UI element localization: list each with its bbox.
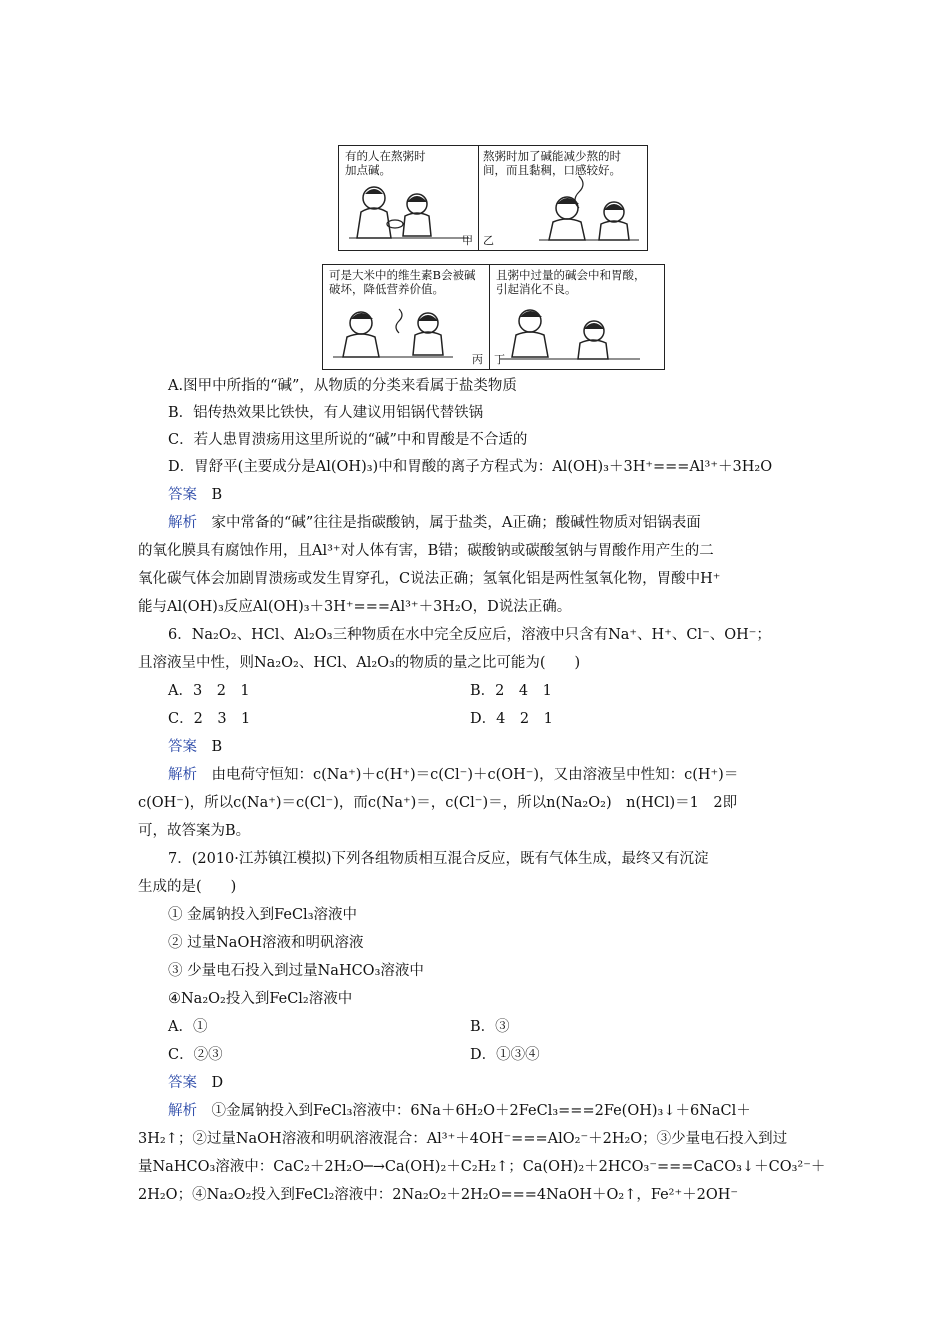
q7-item: ④Na₂O₂投入到FeCl₂溶液中 <box>168 991 353 1007</box>
answer-label: 答案 <box>168 487 197 503</box>
panel-label: 丙 <box>472 353 483 366</box>
q6-option-b: B．2 4 1 <box>470 683 552 699</box>
q6-stem: 且溶液呈中性，则Na₂O₂、HCl、Al₂O₃的物质的量之比可能为( ) <box>138 655 581 671</box>
q6-options-row <box>168 681 846 701</box>
panel-label: 乙 <box>483 234 494 247</box>
answer-label: 答案 <box>168 1075 197 1091</box>
q7-option-c: C．②③ <box>168 1047 223 1063</box>
q7-option-b: B．③ <box>470 1019 510 1035</box>
answer-label: 答案 <box>168 739 197 755</box>
comic-panel-jia <box>338 145 480 251</box>
comic-panel-yi <box>478 145 648 251</box>
analysis-text: 由电荷守恒知：c(Na⁺)＋c(H⁺)＝c(Cl⁻)＋c(OH⁻)，又由溶液呈中性知：c(H⁺)＝ <box>211 767 739 783</box>
q7-analysis-line <box>168 1101 846 1121</box>
q5-answer <box>168 485 846 505</box>
q7-stem: 7．(2010·江苏镇江模拟)下列各组物质相互混合反应，既有气体生成，最终又有沉淀 <box>168 851 709 867</box>
cartoon-figures-illustration <box>479 146 647 250</box>
q5-option-a: A.图甲中所指的“碱”，从物质的分类来看属于盐类物质 <box>168 378 517 394</box>
q7-option-d: D．①③④ <box>470 1047 540 1063</box>
q6-analysis-line: 可，故答案为B。 <box>138 823 251 839</box>
comic-caption: 有的人在熬粥时加点碱。 <box>345 149 426 177</box>
q7-item: ① 金属钠投入到FeCl₃溶液中 <box>168 907 358 923</box>
analysis-text: 家中常备的“碱”往往是指碳酸钠，属于盐类，A正确；酸碱性物质对铝锅表面 <box>211 515 701 531</box>
comic-caption: 熬粥时加了碱能减少熬的时间，而且黏稠，口感较好。 <box>483 149 621 177</box>
analysis-text: ①金属钠投入到FeCl₃溶液中：6Na＋6H₂O＋2FeCl₃===2Fe(OH)₃↓＋6NaCl＋ <box>211 1103 751 1119</box>
q5-option-c: C．若人患胃溃疡用这里所说的“碱”中和胃酸是不合适的 <box>168 432 528 448</box>
q5-option-d: D．胃舒平(主要成分是Al(OH)₃)中和胃酸的离子方程式为：Al(OH)₃＋3H⁺===Al³⁺＋3H₂O <box>168 459 773 475</box>
q6-analysis-line: c(OH⁻)，所以c(Na⁺)＝c(Cl⁻)，而c(Na⁺)＝，c(Cl⁻)＝，所以n(Na₂O₂) n(HCl)＝1 2即 <box>138 795 738 811</box>
cartoon-figures-illustration <box>339 146 479 250</box>
analysis-label: 解析 <box>168 767 197 783</box>
q7-analysis-line: 2H₂O；④Na₂O₂投入到FeCl₂溶液中：2Na₂O₂＋2H₂O===4NaOH＋O₂↑，Fe²⁺＋2OH⁻ <box>138 1187 739 1203</box>
q5-option-b: B．铝传热效果比铁快，有人建议用铝锅代替铁锅 <box>168 405 484 421</box>
panel-label: 甲 <box>462 234 473 247</box>
q7-answer <box>168 1073 846 1093</box>
q7-item: ③ 少量电石投入到过量NaHCO₃溶液中 <box>168 963 424 979</box>
q7-analysis-line: 3H₂↑；②过量NaOH溶液和明矾溶液混合：Al³⁺＋4OH⁻===AlO₂⁻＋2H₂O；③少量电石投入到过 <box>138 1131 788 1147</box>
q6-options-row <box>168 709 846 729</box>
comic-caption: 且粥中过量的碱会中和胃酸，引起消化不良。 <box>496 268 646 296</box>
cartoon-figures-illustration <box>323 265 489 369</box>
q5-analysis-line <box>168 513 846 533</box>
q6-analysis-line <box>168 765 846 785</box>
q7-options-row <box>168 1017 846 1037</box>
q7-analysis-line: 量NaHCO₃溶液中：CaC₂＋2H₂O─→Ca(OH)₂＋C₂H₂↑；Ca(OH)₂＋2HCO₃⁻===CaCO₃↓＋CO₃²⁻＋ <box>138 1159 826 1175</box>
q6-option-a: A．3 2 1 <box>168 683 250 699</box>
q6-answer <box>168 737 846 757</box>
comic-caption: 可是大米中的维生素B会被碱破坏，降低营养价值。 <box>329 268 476 296</box>
comic-panel-bing <box>322 264 490 370</box>
q7-item: ② 过量NaOH溶液和明矾溶液 <box>168 935 364 951</box>
q7-option-a: A．① <box>168 1019 208 1035</box>
comic-panel-ding <box>489 264 665 370</box>
answer-value: B <box>211 487 223 503</box>
analysis-label: 解析 <box>168 1103 197 1119</box>
cartoon-figures-illustration <box>490 265 664 369</box>
answer-value: B <box>211 739 223 755</box>
q5-analysis-line: 氧化碳气体会加剧胃溃疡或发生胃穿孔，C说法正确；氢氧化铝是两性氢氧化物，胃酸中H⁺ <box>138 571 721 587</box>
panel-label: 丁 <box>494 353 505 366</box>
q7-stem: 生成的是( ) <box>138 879 237 895</box>
q5-analysis-line: 的氧化膜具有腐蚀作用，且Al³⁺对人体有害，B错；碳酸钠或碳酸氢钠与胃酸作用产生的二 <box>138 543 714 559</box>
q6-stem: 6．Na₂O₂、HCl、Al₂O₃三种物质在水中完全反应后，溶液中只含有Na⁺、H⁺、Cl⁻、OH⁻； <box>168 627 771 643</box>
q6-option-c: C．2 3 1 <box>168 711 251 727</box>
analysis-label: 解析 <box>168 515 197 531</box>
answer-value: D <box>211 1075 224 1091</box>
q5-analysis-line: 能与Al(OH)₃反应Al(OH)₃＋3H⁺===Al³⁺＋3H₂O，D说法正确。 <box>138 599 572 615</box>
q7-options-row <box>168 1045 846 1065</box>
q6-option-d: D．4 2 1 <box>470 711 553 727</box>
